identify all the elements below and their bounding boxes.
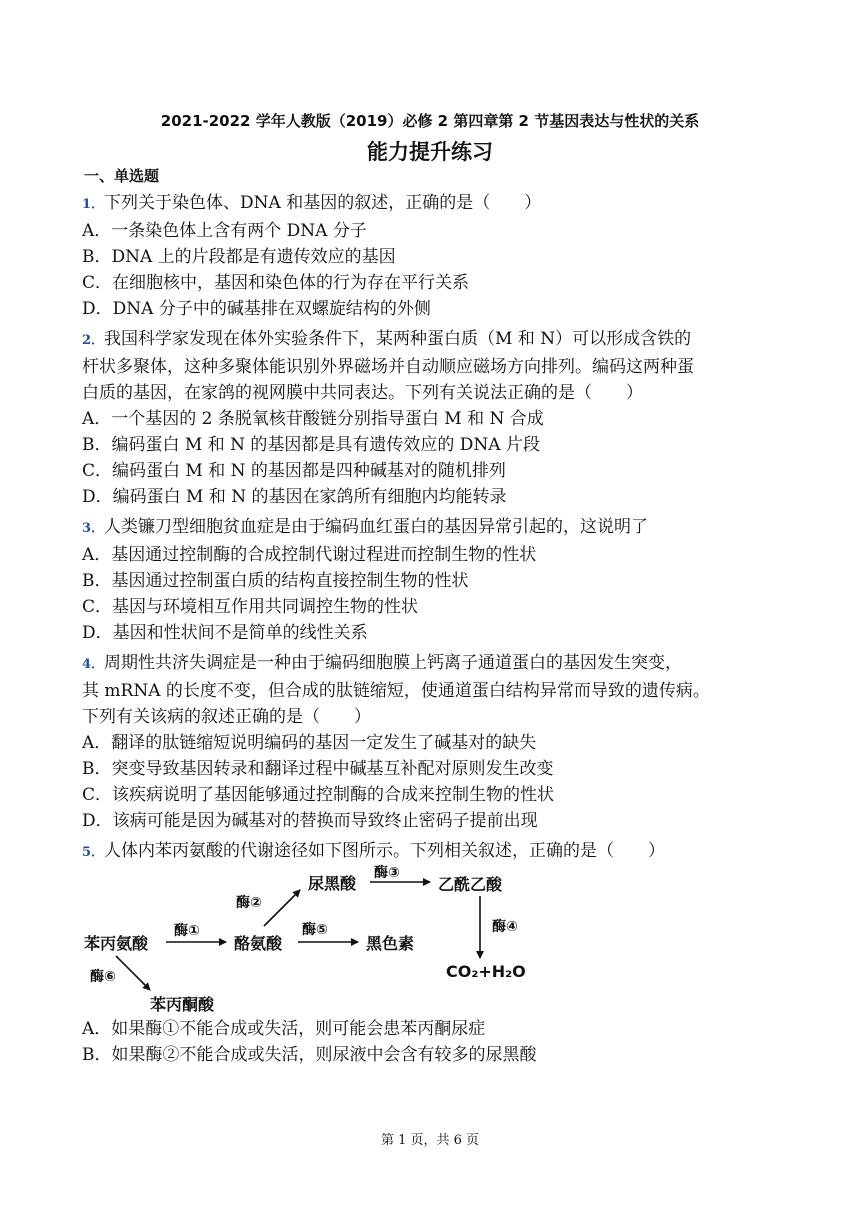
question-stem: 4．周期性共济失调症是一种由于编码细胞膜上钙离子通道蛋白的基因发生突变， — [82, 653, 683, 673]
option-c: C．基因与环境相互作用共同调控生物的性状 — [82, 597, 419, 617]
option-a: A．一条染色体上含有两个 DNA 分子 — [82, 221, 367, 241]
question-number: 2． — [82, 333, 105, 348]
option-b: B．突变导致基因转录和翻译过程中碱基互补配对原则发生改变 — [82, 759, 554, 779]
option-a: A．基因通过控制酶的合成控制代谢过程进而控制生物的性状 — [82, 545, 537, 565]
question-5 — [82, 838, 804, 1068]
question-stem: 1．下列关于染色体、DNA 和基因的叙述，正确的是（ ） — [82, 193, 542, 213]
question-number: 5． — [82, 845, 105, 860]
question-stem: 2．我国科学家发现在体外实验条件下，某两种蛋白质（M 和 N）可以形成含铁的 — [82, 329, 692, 349]
question-list — [82, 186, 804, 1068]
question-stem: 3．人类镰刀型细胞贫血症是由于编码血红蛋白的基因异常引起的，这说明了 — [82, 517, 649, 537]
option-d: D．该病可能是因为碱基对的替换而导致终止密码子提前出现 — [82, 811, 538, 831]
option-b: B．基因通过控制蛋白质的结构直接控制生物的性状 — [82, 571, 469, 591]
page-footer: 第 1 页，共 6 页 — [380, 1133, 480, 1148]
question-stem-line: 白质的基因，在家鸽的视网膜中共同表达。下列有关说法正确的是（ ） — [82, 383, 643, 403]
option-b: B．编码蛋白 M 和 N 的基因都是具有遗传效应的 DNA 片段 — [82, 435, 540, 455]
document-title: 2021-2022 学年人教版（2019）必修 2 第四章第 2 节基因表达与性状的关系 — [160, 112, 700, 130]
document-subtitle: 能力提升练习 — [367, 140, 493, 164]
node-phenylalanine: 苯丙氨酸 — [84, 934, 149, 953]
node-homogentisic-acid: 尿黑酸 — [308, 874, 357, 893]
section-heading: 一、单选题 — [84, 167, 160, 185]
enzyme-4-label: 酶④ — [492, 919, 518, 935]
option-b: B．DNA 上的片段都是有遗传效应的基因 — [82, 247, 396, 267]
question-stem-line: 下列有关该病的叙述正确的是（ ） — [82, 707, 371, 727]
enzyme-5-label: 酶⑤ — [302, 922, 328, 938]
enzyme-2-label: 酶② — [236, 895, 262, 911]
arrow-e6 — [116, 956, 150, 990]
question-stem: 5．人体内苯丙氨酸的代谢途径如下图所示。下列相关叙述，正确的是（ ） — [82, 841, 666, 861]
option-d: D．编码蛋白 M 和 N 的基因在家鸽所有细胞内均能转录 — [82, 487, 507, 507]
question-number: 3． — [82, 521, 105, 536]
question-number: 4． — [82, 657, 105, 672]
arrow-e2 — [264, 890, 300, 926]
option-c: C．在细胞核中，基因和染色体的行为存在平行关系 — [82, 273, 470, 293]
option-a: A．如果酶①不能合成或失活，则可能会患苯丙酮尿症 — [82, 1019, 486, 1039]
option-a: A．翻译的肽链缩短说明编码的基因一定发生了碱基对的缺失 — [82, 733, 537, 753]
node-acetoacetate: 乙酰乙酸 — [438, 875, 503, 894]
question-2 — [82, 326, 804, 510]
enzyme-1-label: 酶① — [174, 923, 200, 939]
metabolic-pathway-diagram — [82, 865, 804, 1016]
option-c: C．编码蛋白 M 和 N 的基因都是四种碱基对的随机排列 — [82, 461, 506, 481]
option-c: C．该疾病说明了基因能够通过控制酶的合成来控制生物的性状 — [82, 785, 555, 805]
enzyme-3-label: 酶③ — [374, 865, 400, 881]
node-tyrosine: 酪氨酸 — [234, 934, 283, 953]
option-a: A．一个基因的 2 条脱氧核苷酸链分别指导蛋白 M 和 N 合成 — [82, 409, 544, 429]
question-4 — [82, 650, 804, 834]
option-b: B．如果酶②不能合成或失活，则尿液中会含有较多的尿黑酸 — [82, 1045, 537, 1065]
option-d: D．基因和性状间不是简单的线性关系 — [82, 623, 368, 643]
question-stem-line: 其 mRNA 的长度不变，但合成的肽链缩短，使通道蛋白结构异常而导致的遗传病。 — [82, 681, 710, 701]
node-melanin: 黑色素 — [366, 934, 415, 953]
question-number: 1． — [82, 197, 105, 212]
question-stem-line: 杆状多聚体，这种多聚体能识别外界磁场并自动顺应磁场方向排列。编码这两种蛋 — [82, 357, 694, 377]
option-d: D．DNA 分子中的碱基排在双螺旋结构的外侧 — [82, 299, 431, 319]
enzyme-6-label: 酶⑥ — [90, 969, 116, 985]
question-1 — [82, 190, 804, 322]
node-co2-h2o: CO₂+H₂O — [446, 962, 526, 981]
node-phenylpyruvate: 苯丙酮酸 — [150, 995, 215, 1014]
question-3 — [82, 514, 804, 646]
